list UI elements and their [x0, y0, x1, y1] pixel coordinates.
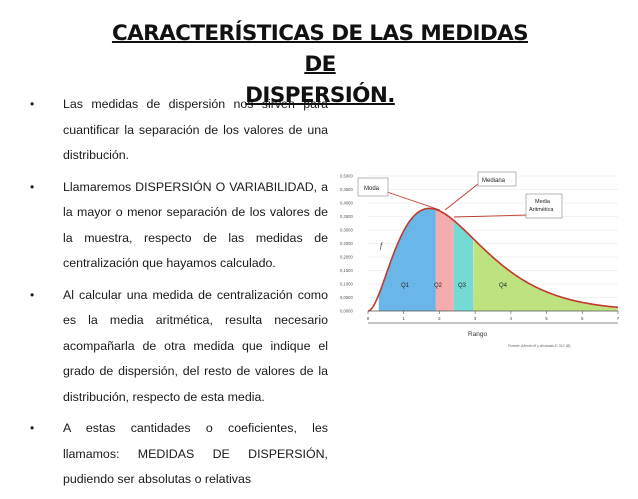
x-axis-ticks — [367, 311, 620, 321]
x-tick-label: 3 — [473, 316, 477, 321]
quartile-areas — [379, 208, 618, 311]
y-tick-label: 0,2500 — [340, 241, 353, 246]
y-tick-label: 0,0000 — [340, 308, 353, 314]
y-tick-label: 0,1000 — [340, 281, 353, 287]
x-tick-label: 1 — [402, 316, 405, 321]
q3-area — [454, 220, 474, 311]
y-tick-label: 0,2000 — [340, 254, 353, 260]
bullet-item: • Las medidas de dispersión nos sirven para cuantificar la separación de los valores de una distribución. — [28, 92, 328, 169]
y-tick-label: 0,1500 — [340, 268, 353, 273]
y-tick-label: 0,5000 — [340, 173, 353, 179]
x-axis-label: Rango — [468, 331, 488, 338]
q4-area — [473, 239, 618, 311]
mediana-label: Mediana — [482, 178, 506, 184]
y-tick-label: 0,0500 — [340, 295, 353, 300]
y-tick-label: 0,3500 — [340, 214, 353, 219]
y-tick-label: 0,4000 — [340, 200, 353, 206]
y-tick-label: 0,4500 — [340, 187, 353, 192]
distribution-diagram — [338, 160, 628, 360]
q4-label: Q4 — [499, 283, 508, 289]
x-tick-label: 5 — [545, 316, 548, 321]
q1-label: Q1 — [401, 283, 410, 289]
q3-label: Q3 — [458, 283, 467, 289]
media-label-line-1: Media — [535, 199, 550, 205]
moda-line — [387, 192, 440, 210]
x-tick-label: 4 — [509, 316, 513, 321]
media-label-line-2: Aritmética — [529, 207, 554, 213]
q2-area — [436, 209, 454, 311]
y-axis-label: f — [380, 241, 383, 250]
x-tick-label: 2 — [438, 316, 441, 321]
bullet-item: • A estas cantidades o coeficientes, les llamamos: MEDIDAS DE DISPERSIÓN, pudiendo ser absolutas o relativas — [28, 416, 328, 493]
y-tick-label: 0,3000 — [340, 227, 353, 233]
bullet-item: • Al calcular una medida de centralización como es la media aritmética, resulta necesario acompañarla de otra medida que indique el grado de dispersión, del resto de valores de la distribución, respecto de esta media. — [28, 283, 328, 411]
x-tick-label: 6 — [580, 316, 584, 321]
callouts — [358, 172, 562, 218]
dispersion-figure — [338, 160, 628, 360]
mediana-line — [445, 184, 478, 210]
x-tick-label: 7 — [616, 316, 620, 321]
bullet-list — [28, 92, 328, 499]
media-box — [526, 194, 562, 218]
moda-label: Moda — [364, 186, 380, 192]
y-axis-ticks — [340, 174, 353, 314]
source-note: Fuente: Alfredo Ifi y Alvarado E-312 (B) — [508, 344, 571, 348]
q2-label: Q2 — [434, 283, 443, 289]
title-line-1: CARACTERÍSTICAS DE LAS MEDIDAS DE — [111, 21, 529, 77]
x-tick-label: 0 — [366, 316, 370, 321]
bullet-item: • Llamaremos DISPERSIÓN O VARIABILIDAD, a la mayor o menor separación de los valores de la muestra, respecto de las medidas de centralización que hayamos calculado. — [28, 175, 328, 277]
title-line-2: DISPERSIÓN. — [245, 83, 395, 108]
